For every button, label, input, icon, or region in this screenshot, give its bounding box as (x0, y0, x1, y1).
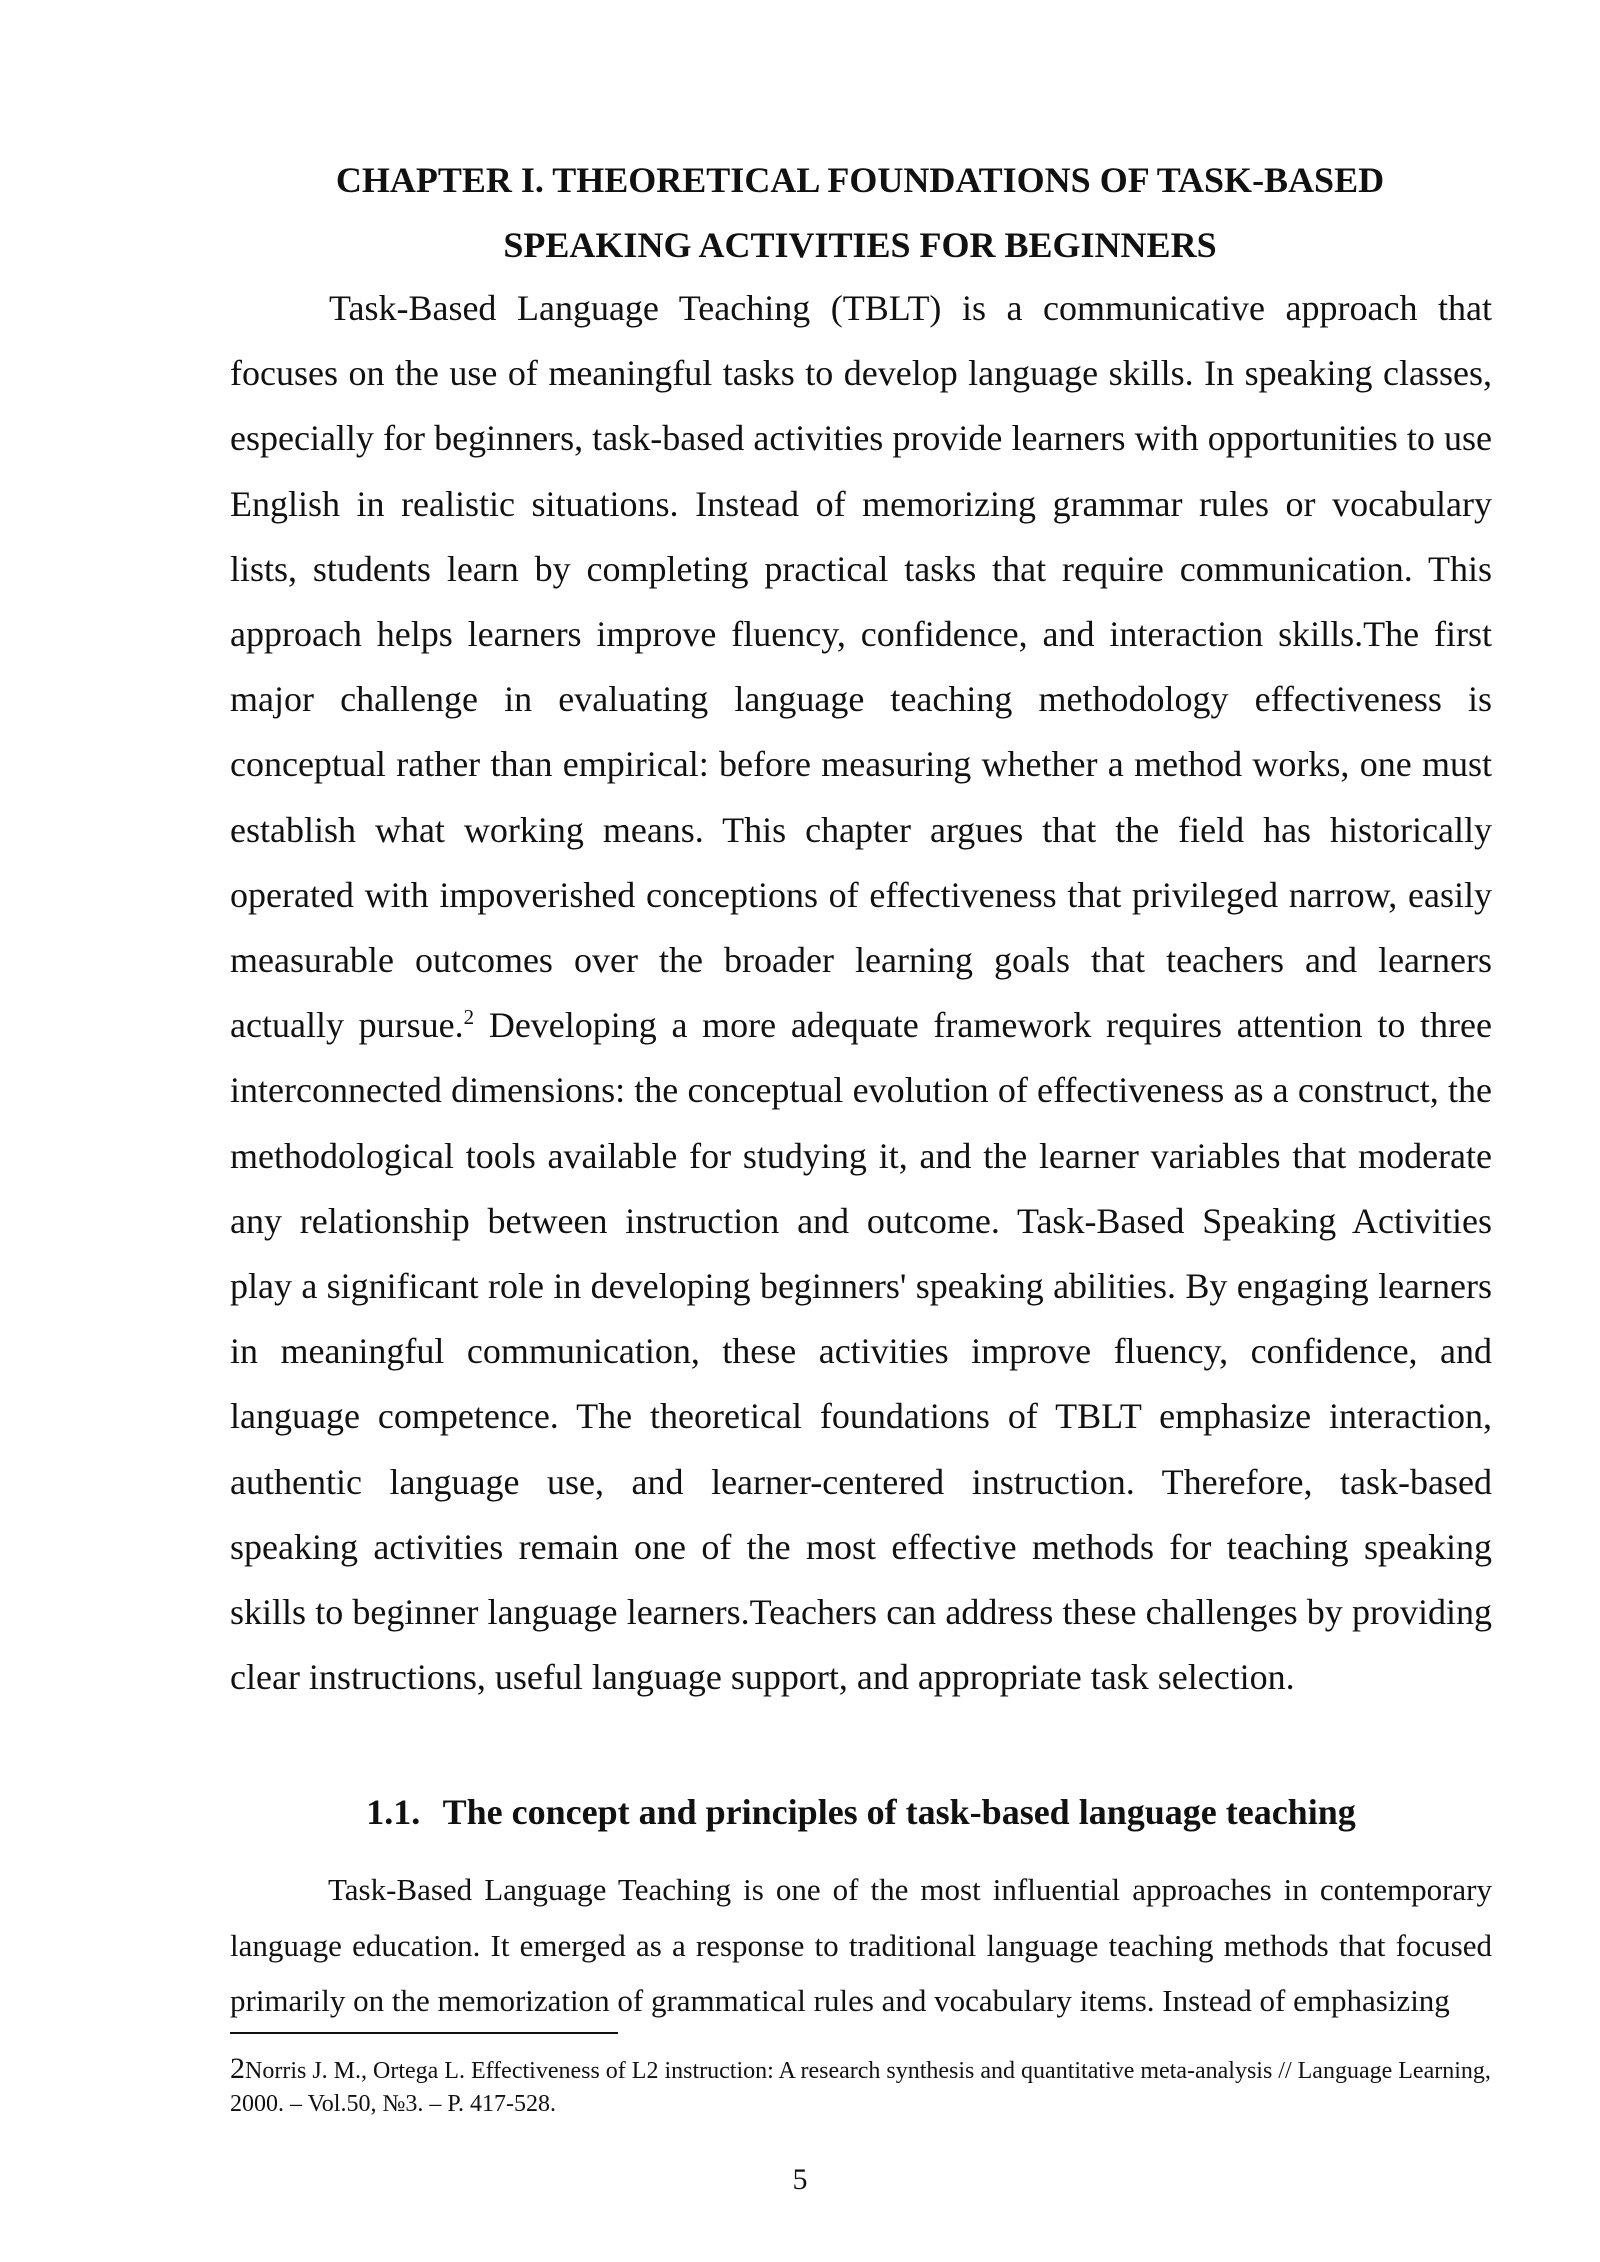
section-number: 1.1. (366, 1792, 421, 1832)
section-heading (230, 1786, 1492, 1838)
footnote-separator (230, 2032, 618, 2034)
chapter-title-line-1: CHAPTER I. THEORETICAL FOUNDATIONS OF TASK-BASED (335, 160, 1385, 200)
intro-text-part-2: Developing a more adequate framework requires attention to three interconnected dimensions: the conceptual evolution of effectiveness as a construct, the methodological tools available for studying it, and the learner variables that moderate any relationship between instruction and outcome. Task-Based Speaking Activities play a significant role in developing beginners' speaking abilities. By engaging learners in meaningful communication, these activities improve fluency, confidence, and language competence. The theoretical foundations of TBLT emphasize interaction, authentic language use, and learner-centered instruction. Therefore, task-based speaking activities remain one of the most effective methods for teaching speaking skills to beginner language learners.Teachers can address these challenges by providing clear instructions, useful language support, and appropriate task selection. (230, 1005, 1493, 1698)
footnote-text: Norris J. M., Ortega L. Effectiveness of L2 instruction: A research synthesis and quantitative meta-analysis // Language Learning, 2000. – Vol.50, №3. – P. 417-528. (230, 2058, 1491, 2117)
chapter-title (230, 148, 1490, 278)
footnote-mark: 2 (230, 2052, 245, 2085)
footnote-reference[interactable]: 2 (463, 1005, 475, 1030)
page-number: 5 (792, 2163, 808, 2196)
footnote (230, 2052, 1492, 2121)
section-paragraph: Task-Based Language Teaching is one of the most influential approaches in contemporary language education. It emerged as a response to traditional language teaching methods that focused primarily on the memorization of grammatical rules and vocabulary items. Instead of emphasizing (230, 1872, 1492, 2018)
intro-text-part-1: Task-Based Language Teaching (TBLT) is a communicative approach that focuses on the use of meaningful tasks to develop language skills. In speaking classes, especially for beginners, task-based activities provide learners with opportunities to use English in realistic situations. Instead of memorizing grammar rules or vocabulary lists, students learn by completing practical tasks that require communication. This approach helps learners improve fluency, confidence, and interaction skills.The first major challenge in evaluating language teaching methodology effectiveness is conceptual rather than empirical: before measuring whether a method works, one must establish what working means. This chapter argues that the field has historically operated with impoverished conceptions of effectiveness that privileged narrow, easily measurable outcomes over the broader learning goals that teachers and learners actually pursue. (230, 288, 1492, 1046)
intro-paragraph (230, 276, 1492, 1710)
chapter-title-line-2: SPEAKING ACTIVITIES FOR BEGINNERS (503, 225, 1217, 265)
section-title: The concept and principles of task-based language teaching (442, 1792, 1356, 1832)
